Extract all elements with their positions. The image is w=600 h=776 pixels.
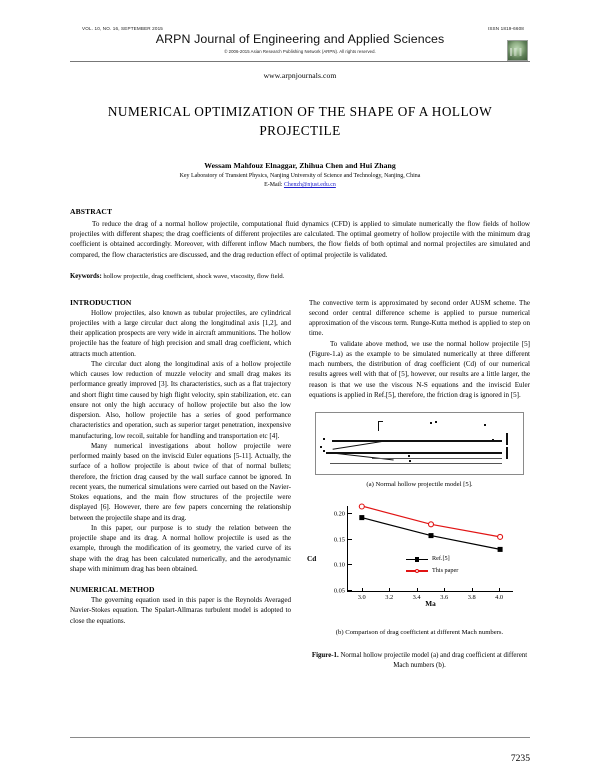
x-tick-label-0: 3.0 bbox=[357, 593, 366, 601]
legend-item-this-paper bbox=[406, 565, 458, 577]
method-paragraph-1: The governing equation used in this paper is the Reynolds Averaged Navier-Stokes equation. The Spalart-Allmaras turbulent model is adopted to close the equations. bbox=[70, 596, 291, 625]
x-axis-title: Ma bbox=[425, 599, 436, 609]
abstract-section bbox=[70, 207, 530, 282]
x-tick-label-4: 3.8 bbox=[467, 593, 476, 601]
masthead-center bbox=[70, 32, 530, 54]
projectile-schematic-diagram bbox=[315, 412, 524, 475]
intro-paragraph-3: Many numerical investigations about hollow projectile were performed mainly based on the inviscid Euler equations [5-11]. Actually, the surface of a hollow projectile is about twice of that of normal bullets; therefore, the friction drag caused by the wall surface cannot be ignored. In recent years, the numerical simulations were carried out based on the Navier-Stokes equations, and the main flow structures of the projectile were displayed [6]. However, there are few papers concerning the relationship between the projectile shape and its drag. bbox=[70, 441, 291, 522]
series-marker-thispaper-2 bbox=[498, 535, 503, 540]
introduction-heading: INTRODUCTION bbox=[70, 297, 132, 307]
journal-website: www.arpnjournals.com bbox=[263, 70, 337, 80]
y-tick-label-3: 0.20 bbox=[333, 510, 345, 518]
legend-label-ref5: Ref.[5] bbox=[432, 555, 450, 563]
series-marker-thispaper-1 bbox=[429, 522, 434, 527]
copyright-text: © 2006-2015 Asian Research Publishing Network (ARPN). All rights reserved. bbox=[224, 48, 376, 54]
figure-1-caption-label: Figure-1. bbox=[311, 652, 339, 660]
x-tick-label-5: 4.0 bbox=[495, 593, 504, 601]
series-marker-thispaper-0 bbox=[359, 504, 364, 509]
legend-label-this-paper: This paper bbox=[432, 567, 459, 575]
keywords-line bbox=[70, 272, 530, 282]
masthead-meta-row bbox=[70, 26, 530, 31]
globe-logo-icon bbox=[507, 40, 528, 61]
right-paragraph-1: The convective term is approximated by second order AUSM scheme. The second order central difference scheme is applied to pursue numerical approximation of the viscous term. Runge-Kutta method is applied to step on time. bbox=[309, 298, 530, 338]
keywords-text: hollow projectile, drag coefficient, shock wave, viscosity, flow field. bbox=[103, 273, 285, 281]
right-column bbox=[309, 298, 530, 671]
journal-title: ARPN Journal of Engineering and Applied Sciences bbox=[155, 32, 445, 46]
y-tick-label-2: 0.15 bbox=[333, 536, 345, 544]
chart-series-group bbox=[348, 506, 514, 592]
volume-issue-text: VOL. 10, NO. 16, SEPTEMBER 2015 bbox=[82, 26, 163, 31]
intro-paragraph-1: Hollow projectiles, also known as tubular projectiles, are cylindrical projectiles with a large circular duct along the longitudinal axis [1,2], and their application prospects are very wide in aircraft ammunitions. The hollow projectile has the feature of high precision and small drag coefficient, which attracts much attention. bbox=[70, 308, 291, 358]
page-number: 7235 bbox=[510, 753, 530, 764]
figure-1-caption-text: Normal hollow projectile model (a) and drag coefficient at different Mach numbers (b). bbox=[340, 652, 528, 669]
series-marker-ref5-1 bbox=[429, 533, 434, 538]
legend-symbol-this-paper bbox=[406, 567, 428, 574]
figure-1 bbox=[309, 412, 530, 670]
abstract-body: To reduce the drag of a normal hollow projectile, computational fluid dynamics (CFD) is applied to simulate numerically the flow fields of hollow projectiles with different shapes; the drag coefficients of different projectiles are calculated. The optimal geometry of hollow projectile with the minimum drag coefficient is obtained accordingly. Moreover, with different inflow Mach numbers, the flow fields of both optimal and normal projectiles are simulated and compared, the flow characteristics are discussed, and the drag reduction effect of optimal projectile is validated. bbox=[70, 219, 530, 259]
x-tick-label-2: 3.4 bbox=[412, 593, 421, 601]
masthead bbox=[70, 26, 530, 80]
x-tick-label-1: 3.2 bbox=[385, 593, 394, 601]
intro-paragraph-4: In this paper, our purpose is to study the relation between the projectile shape and its drag. A normal hollow projectile is used as the example, through the modification of its geometry, the varied curve of its shape with the drag has been calculated numerically, and the aerodynamic shape with minimum drag has been obtained. bbox=[70, 523, 291, 573]
page-title: NUMERICAL OPTIMIZATION OF THE SHAPE OF A HOLLOW PROJECTILE bbox=[107, 103, 493, 139]
keywords-label: Keywords: bbox=[70, 273, 102, 281]
legend-item-ref5 bbox=[406, 553, 458, 565]
legend-symbol-ref5 bbox=[406, 556, 428, 563]
intro-paragraph-2: The circular duct along the longitudinal axis of a hollow projectile which causes low reduction of muzzle velocity and small drag makes its performance greatly improved [3]. Its characteristics, such as a flat trajectory and short flight time caused by high flight velocity, spin stabilization, etc. can ensure not only the high accuracy of hollow projectile but also the low dispersion. Also, hollow projectile has a series of good performance characteristics and operation, such as superior target penetration, inexpensive manufacturing, low recoil, suitable for handling and transportation etc [4]. bbox=[70, 359, 291, 440]
email-link[interactable]: Chenzh@njust.edu.cn bbox=[283, 181, 336, 188]
y-axis-title: Cd bbox=[307, 554, 317, 564]
masthead-divider bbox=[70, 61, 530, 62]
chart-legend bbox=[406, 553, 458, 577]
abstract-heading: ABSTRACT bbox=[70, 206, 113, 216]
numerical-method-heading: NUMERICAL METHOD bbox=[70, 585, 155, 595]
figure-1b-caption: (b) Comparison of drag coefficient at different Mach numbers. bbox=[335, 629, 504, 637]
chart-plot-area bbox=[333, 506, 513, 609]
drag-coefficient-chart bbox=[309, 500, 530, 612]
right-paragraph-2: To validate above method, we use the normal hollow projectile [5] (Figure-1.a) as the example to be simulated numerically at three different mach numbers, the distribution of drag coefficient (Cd) of our numerical results agrees well with that of [5], however, our results are a little larger, the reason is that we use the viscous N-S equations and the inviscid Euler equations is applied in Ref.[5], therefore, the friction drag is ignored in [5]. bbox=[309, 339, 530, 399]
left-column bbox=[70, 298, 291, 671]
y-tick-label-0: 0.05 bbox=[333, 587, 345, 595]
series-marker-ref5-0 bbox=[359, 515, 364, 520]
affiliation: Key Laboratory of Transient Physics, Nanjing University of Science and Technology, Nanjing, China bbox=[179, 173, 421, 180]
body-columns bbox=[70, 298, 530, 671]
figure-1-caption bbox=[309, 651, 530, 670]
footer-divider bbox=[70, 737, 530, 738]
email-line bbox=[70, 182, 530, 188]
figure-1a-caption: (a) Normal hollow projectile model [5]. bbox=[366, 481, 473, 489]
x-tick-label-3: 3.6 bbox=[440, 593, 449, 601]
author-list: Wessam Mahfouz Elnaggar, Zhihua Chen and Hui Zhang bbox=[204, 161, 396, 171]
issn-text: ISSN 1819-6608 bbox=[487, 26, 524, 31]
email-label: E-Mail: bbox=[264, 181, 283, 188]
y-tick-label-1: 0.10 bbox=[333, 561, 345, 569]
series-marker-ref5-2 bbox=[498, 547, 503, 552]
